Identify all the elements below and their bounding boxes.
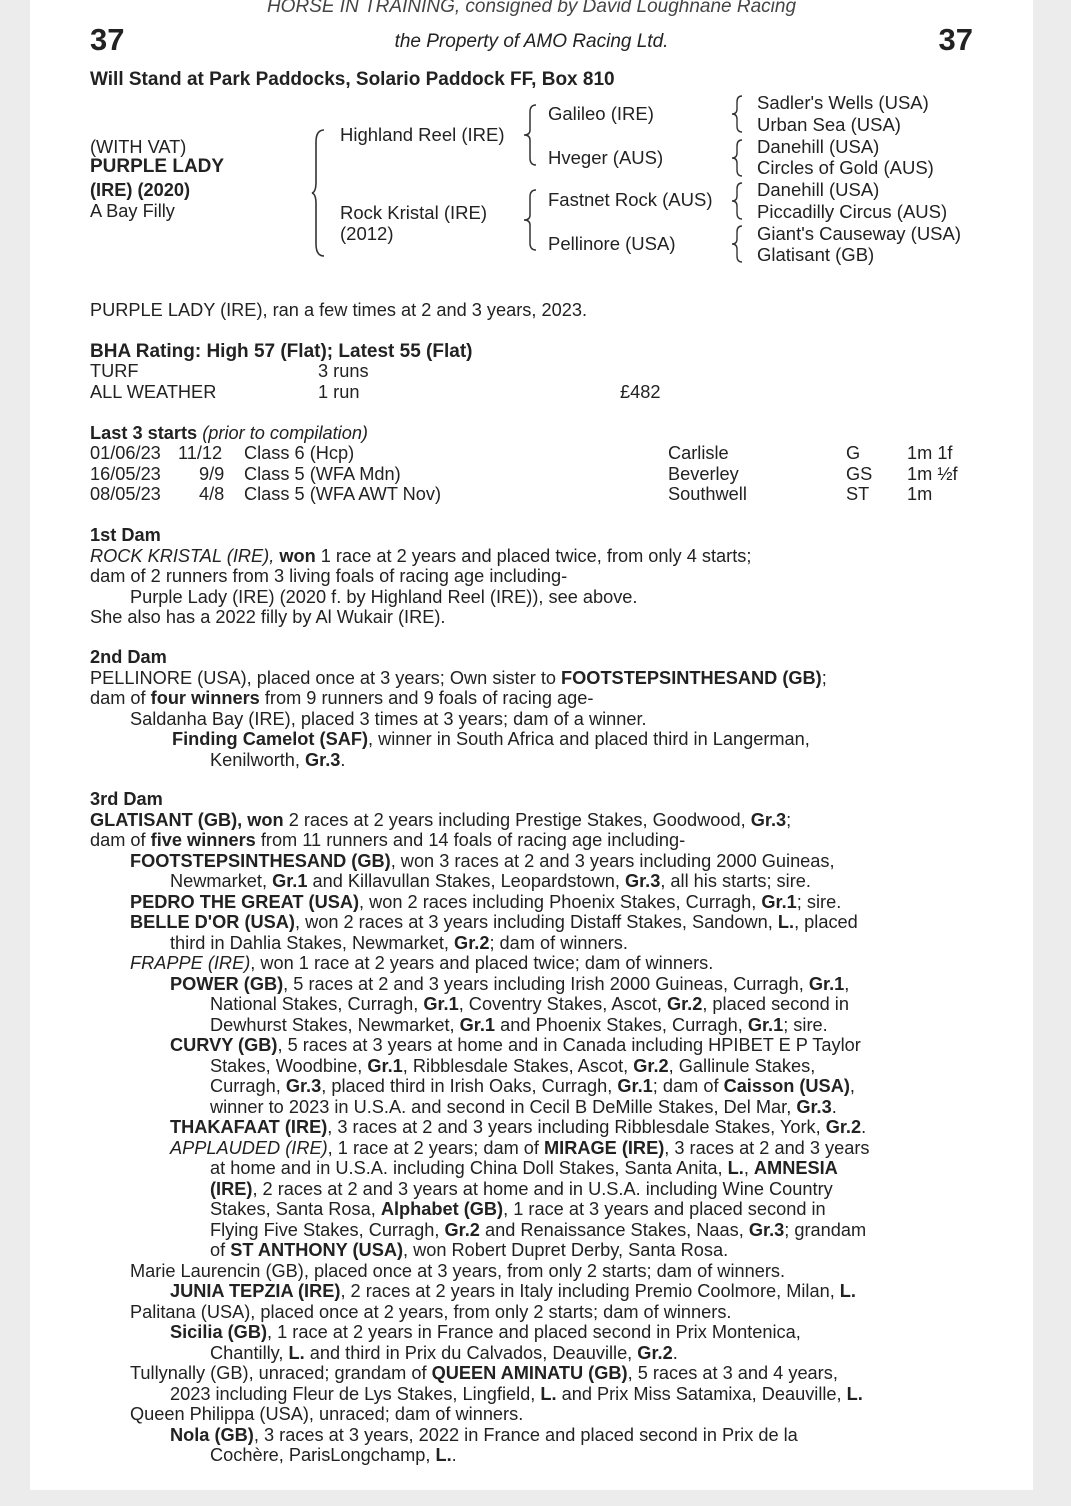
start-going-3: ST [846, 484, 870, 504]
pedigree-gg7: Giant's Causeway (USA) [757, 223, 962, 244]
pedigree-dam-sire: Fastnet Rock (AUS) [548, 189, 713, 210]
third-dam-section [90, 789, 870, 1466]
third-dam-line: Nola (GB), 3 races at 3 years, 2022 in France and placed second in Prix de la [170, 1424, 798, 1445]
horse-description: A Bay Filly [90, 201, 175, 221]
stand-location: Will Stand at Park Paddocks, Solario Paddock FF, Box 810 [90, 69, 615, 90]
pedigree-brace-g2 [732, 138, 744, 178]
third-dam-line: 2023 including Fleur de Lys Stakes, Lingfield, L. and Prix Miss Satamixa, Deauville, L. [170, 1383, 863, 1404]
third-dam-line: third in Dahlia Stakes, Newmarket, Gr.2; dam of winners. [170, 932, 628, 953]
third-dam-line: FRAPPE (IRE), won 1 race at 2 years and placed twice; dam of winners. [130, 953, 714, 973]
pedigree-gg5: Danehill (USA) [757, 179, 880, 200]
second-dam-line-4: Finding Camelot (SAF), winner in South Africa and placed third in Langerman, [172, 729, 810, 749]
pedigree-sire: Highland Reel (IRE) [340, 124, 505, 145]
first-dam-title: 1st Dam [90, 525, 161, 545]
lot-number-right: 37 [938, 22, 973, 57]
third-dam-line: of ST ANTHONY (USA), won Robert Dupret Derby, Santa Rosa. [210, 1240, 729, 1260]
vat-note: (WITH VAT) [90, 137, 187, 157]
start-pos-2: 9/9 [199, 464, 225, 484]
starts-title: Last 3 starts [90, 423, 198, 443]
pedigree-sire-sire: Galileo (IRE) [548, 103, 654, 124]
start-pos-1: 11/12 [178, 443, 223, 463]
start-going-1: G [846, 443, 861, 463]
pedigree-brace-g3 [732, 181, 744, 221]
third-dam-line: Cochère, ParisLongchamp, L.. [210, 1445, 457, 1465]
second-dam-line-3: Saldanha Bay (IRE), placed 3 times at 3 years; dam of a winner. [130, 708, 647, 729]
pedigree-gg3: Danehill (USA) [757, 136, 880, 157]
third-dam-line: PEDRO THE GREAT (USA), won 2 races including Phoenix Stakes, Curragh, Gr.1; sire. [130, 891, 842, 912]
first-dam-line-1: ROCK KRISTAL (IRE), won 1 race at 2 years and placed twice, from only 4 starts; [90, 545, 752, 566]
second-dam-line-2: dam of four winners from 9 runners and 9 foals of racing age- [90, 688, 594, 708]
start-going-2: GS [846, 464, 873, 484]
third-dam-line: Marie Laurencin (GB), placed once at 3 years, from only 2 starts; dam of winners. [130, 1260, 786, 1281]
third-dam-line: (IRE), 2 races at 2 and 3 years at home and in U.S.A. including Wine Country [210, 1178, 833, 1199]
second-dam-section [90, 647, 827, 770]
pedigree-brace-g1 [732, 94, 744, 134]
third-dam-line: POWER (GB), 5 races at 2 and 3 years including Irish 2000 Guineas, Curragh, Gr.1, [170, 973, 850, 994]
third-dam-line: JUNIA TEPZIA (IRE), 2 races at 2 years in Italy including Premio Coolmore, Milan, L. [170, 1281, 856, 1301]
pedigree-dam-dam: Pellinore (USA) [548, 233, 676, 254]
pedigree-brace-sire [524, 104, 538, 166]
third-dam-line: Flying Five Stakes, Curragh, Gr.2 and Renaissance Stakes, Naas, Gr.3; grandam [210, 1219, 867, 1240]
first-dam-line-2: dam of 2 runners from 3 living foals of racing age including- [90, 566, 568, 586]
pedigree-gg1: Sadler's Wells (USA) [757, 92, 929, 113]
turf-runs: 3 runs [318, 361, 369, 381]
start-dist-1: 1m 1f [907, 443, 953, 463]
third-dam-line: Queen Philippa (USA), unraced; dam of winners. [130, 1404, 524, 1424]
catalogue-page [30, 0, 1033, 1490]
pedigree-dam: Rock Kristal (IRE) [340, 202, 487, 223]
third-dam-line: dam of five winners from 11 runners and 14 foals of racing age including- [90, 830, 686, 850]
third-dam-line: CURVY (GB), 5 races at 3 years at home and in Canada including HPIBET E P Taylor [170, 1035, 861, 1055]
pedigree-brace-dam [524, 189, 538, 251]
start-pos-3: 4/8 [199, 484, 225, 504]
starts-note: (prior to compilation) [202, 423, 368, 443]
pedigree-gg4: Circles of Gold (AUS) [757, 157, 934, 178]
pedigree-sire-dam: Hveger (AUS) [548, 147, 664, 168]
third-dam-line: Dewhurst Stakes, Newmarket, Gr.1 and Phoenix Stakes, Curragh, Gr.1; sire. [210, 1014, 828, 1035]
start-date-2: 16/05/23 [90, 464, 161, 484]
start-date-1: 01/06/23 [90, 443, 161, 463]
pedigree-brace-g4 [732, 224, 744, 264]
start-course-2: Beverley [668, 464, 739, 484]
third-dam-line: at home and in U.S.A. including China Doll Stakes, Santa Anita, L., AMNESIA [210, 1158, 838, 1178]
third-dam-line: Palitana (USA), placed once at 2 years, from only 2 starts; dam of winners. [130, 1301, 732, 1322]
third-dam-line: Stakes, Woodbine, Gr.1, Ribblesdale Stakes, Ascot, Gr.2, Gallinule Stakes, [210, 1055, 816, 1076]
third-dam-line: BELLE D'OR (USA), won 2 races at 3 years including Distaff Stakes, Sandown, L., placed [130, 912, 858, 932]
start-date-3: 08/05/23 [90, 484, 161, 504]
aw-runs: 1 run [318, 382, 360, 402]
third-dam-title: 3rd Dam [90, 789, 163, 809]
third-dam-line: Newmarket, Gr.1 and Killavullan Stakes, Leopardstown, Gr.3, all his starts; sire. [170, 871, 811, 891]
start-race-2: Class 5 (WFA Mdn) [244, 464, 401, 484]
pedigree-gg8: Glatisant (GB) [757, 244, 875, 265]
third-dam-line: Tullynally (GB), unraced; grandam of QUEEN AMINATU (GB), 5 races at 3 and 4 years, [130, 1363, 838, 1383]
second-dam-line-5: Kenilworth, Gr.3. [210, 749, 346, 770]
third-dam-line: GLATISANT (GB), won 2 races at 2 years including Prestige Stakes, Goodwood, Gr.3; [90, 809, 792, 830]
bha-rating: BHA Rating: High 57 (Flat); Latest 55 (Flat) [90, 341, 473, 362]
second-dam-line-1: PELLINORE (USA), placed once at 3 years; Own sister to FOOTSTEPSINTHESAND (GB); [90, 667, 827, 688]
first-dam-line-3: Purple Lady (IRE) (2020 f. by Highland Reel (IRE)), see above. [130, 586, 638, 607]
third-dam-line: THAKAFAAT (IRE), 3 races at 2 and 3 years including Ribblesdale Stakes, York, Gr.2. [170, 1117, 867, 1137]
third-dam-line: Curragh, Gr.3, placed third in Irish Oaks, Curragh, Gr.1; dam of Caisson (USA), [210, 1076, 855, 1096]
pedigree-gg6: Piccadilly Circus (AUS) [757, 201, 948, 222]
start-race-3: Class 5 (WFA AWT Nov) [244, 484, 442, 504]
horse-origin: (IRE) (2020) [90, 180, 191, 200]
race-summary: PURPLE LADY (IRE), ran a few times at 2 and 3 years, 2023. [90, 300, 588, 320]
training-note: HORSE IN TRAINING, consigned by David Loughnane Racing [266, 0, 797, 17]
third-dam-line: Chantilly, L. and third in Prix du Calvados, Deauville, Gr.2. [210, 1342, 678, 1363]
third-dam-line: National Stakes, Curragh, Gr.1, Coventry Stakes, Ascot, Gr.2, placed second in [210, 994, 849, 1014]
start-race-1: Class 6 (Hcp) [244, 443, 355, 463]
property-line: the Property of AMO Racing Ltd. [394, 31, 669, 52]
start-course-3: Southwell [668, 484, 747, 504]
pedigree-gg2: Urban Sea (USA) [757, 114, 901, 135]
second-dam-title: 2nd Dam [90, 647, 167, 667]
horse-name: PURPLE LADY [90, 156, 225, 177]
third-dam-line: Stakes, Santa Rosa, Alphabet (GB), 1 race at 3 years and placed second in [210, 1199, 826, 1219]
start-course-1: Carlisle [668, 443, 729, 463]
first-dam-section [90, 525, 751, 628]
start-dist-2: 1m ½f [907, 464, 958, 484]
third-dam-line: winner to 2023 in U.S.A. and second in Cecil B DeMille Stakes, Del Mar, Gr.3. [210, 1096, 837, 1117]
aw-label: ALL WEATHER [90, 382, 217, 402]
pedigree-brace-main [312, 128, 326, 258]
third-dam-line: Sicilia (GB), 1 race at 2 years in France and placed second in Prix Montenica, [170, 1322, 801, 1342]
third-dam-line: APPLAUDED (IRE), 1 race at 2 years; dam of MIRAGE (IRE), 3 races at 2 and 3 years [170, 1137, 870, 1158]
third-dam-line: FOOTSTEPSINTHESAND (GB), won 3 races at 2 and 3 years including 2000 Guineas, [130, 850, 835, 871]
earnings: £482 [620, 382, 661, 402]
first-dam-line-4: She also has a 2022 filly by Al Wukair (IRE). [90, 607, 446, 627]
start-dist-3: 1m [907, 484, 933, 504]
pedigree-dam-year: (2012) [340, 223, 394, 244]
turf-label: TURF [90, 361, 139, 381]
lot-number-left: 37 [90, 22, 125, 57]
